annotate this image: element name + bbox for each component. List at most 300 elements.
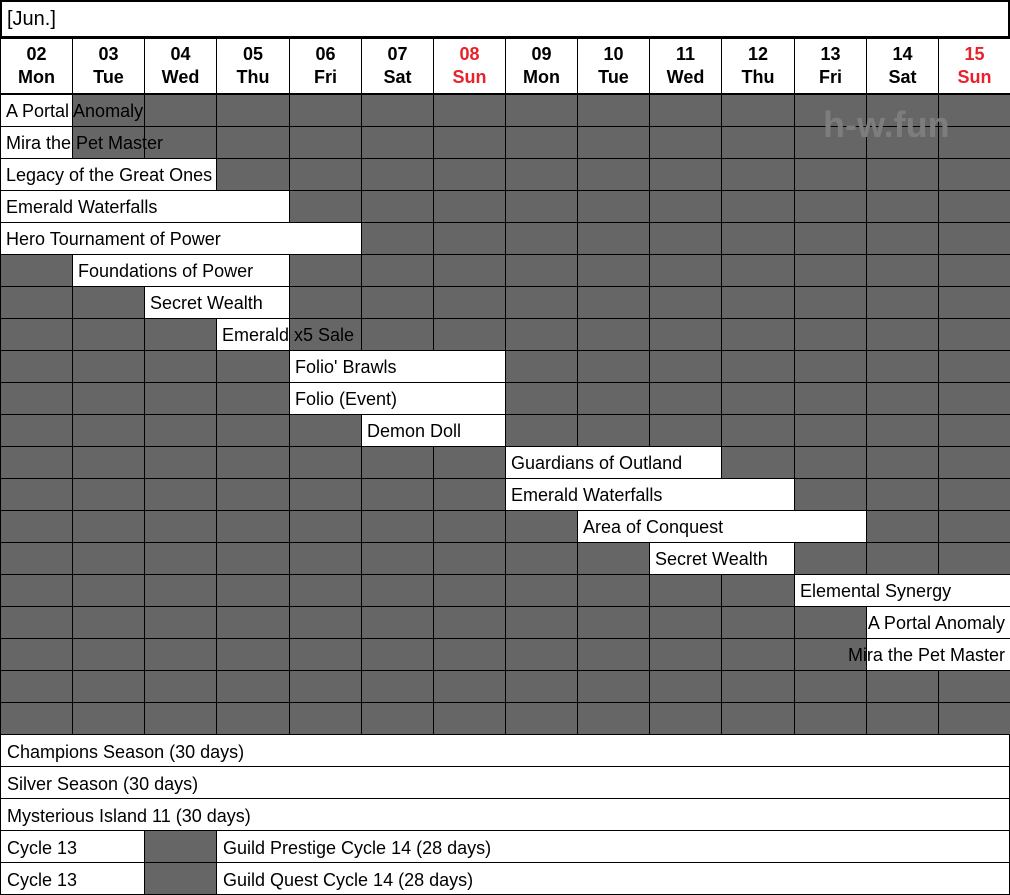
grid-cell [649,254,722,287]
grid-cell [577,382,650,415]
grid-cell [866,478,939,511]
day-header-08 [433,38,506,94]
grid-cell [0,286,73,319]
grid-cell [144,510,217,543]
day-weekday: Tue [598,67,629,87]
grid-cell [0,318,73,351]
grid-cell [144,446,217,479]
grid-cell [721,638,795,671]
grid-cell [866,446,939,479]
grid-cell [289,158,362,191]
grid-cell [216,510,290,543]
grid-cell [721,574,795,607]
grid-cell [505,222,578,255]
day-number: 05 [242,44,264,64]
grid-cell [866,254,939,287]
day-weekday: Sun [452,67,487,87]
grid-cell [289,414,362,447]
grid-cell [721,190,795,223]
grid-cell [144,414,217,447]
season-row [0,734,1010,767]
grid-cell [289,510,362,543]
grid-cell [649,222,722,255]
grid-cell [505,286,578,319]
grid-cell [289,286,362,319]
day-header-14 [866,38,939,94]
grid-cell [289,638,362,671]
grid-cell [72,286,145,319]
grid-cell [721,670,795,703]
event-label: Emerald Waterfalls [511,485,663,505]
grid-cell [649,670,722,703]
grid-cell [216,574,290,607]
grid-cell [361,126,434,159]
grid-cell [649,638,722,671]
day-number: 04 [170,44,191,64]
grid-cell [72,542,145,575]
season-label: Mysterious Island 11 (30 days) [7,806,251,826]
grid-cell [794,478,867,511]
grid-cell [577,702,650,735]
season-label: Champions Season (30 days) [7,742,245,762]
month-label: [Jun.] [7,7,56,30]
grid-cell [577,222,650,255]
grid-cell [794,382,867,415]
grid-cell [938,286,1010,319]
event-label: Legacy of the Great Ones [6,165,213,185]
grid-cell [577,158,650,191]
event-label: Foundations of Power [78,261,254,281]
event-label: Emerald Waterfalls [6,197,158,217]
grid-cell [649,318,722,351]
grid-cell [649,574,722,607]
grid-cell [361,542,434,575]
event-label: A Portal Anomaly [6,101,144,121]
grid-cell [433,446,506,479]
grid-cell [794,254,867,287]
grid-cell [794,446,867,479]
grid-cell [216,638,290,671]
grid-cell [72,670,145,703]
grid-cell [0,478,73,511]
event-label: Hero Tournament of Power [6,229,221,249]
grid-cell [505,126,578,159]
grid-cell [361,286,434,319]
cycle-left-cell [0,830,145,863]
grid-cell [216,158,290,191]
grid-cell [72,382,145,415]
grid-cell [721,350,795,383]
day-header-09 [505,38,578,94]
grid-cell [721,126,795,159]
cycle-right-cell [216,862,1010,895]
grid-cell [577,638,650,671]
season-row [0,798,1010,831]
grid-cell [721,158,795,191]
day-header-10 [577,38,650,94]
grid-cell [794,606,867,639]
grid-cell [505,574,578,607]
grid-cell [72,702,145,735]
grid-cell [433,126,506,159]
day-weekday: Thu [236,67,270,87]
grid-cell [649,606,722,639]
grid-cell [433,638,506,671]
grid-cell [505,606,578,639]
grid-cell [649,414,722,447]
grid-cell [794,702,867,735]
grid-cell [72,574,145,607]
grid-cell [144,542,217,575]
event-label: Demon Doll [367,421,462,441]
grid-cell [289,702,362,735]
grid-cell [289,190,362,223]
day-number: 12 [747,44,769,64]
grid-cell [433,286,506,319]
grid-cell [433,318,506,351]
grid-cell [361,254,434,287]
grid-cell [361,606,434,639]
grid-cell [433,254,506,287]
grid-cell [433,542,506,575]
grid-cell [721,382,795,415]
grid-cell [361,670,434,703]
grid-cell [938,318,1010,351]
day-header-11 [649,38,722,94]
day-number: 06 [315,44,336,64]
grid-cell [721,606,795,639]
grid-cell [866,542,939,575]
grid-cell [433,702,506,735]
day-weekday: Fri [313,67,337,87]
grid-cell [433,574,506,607]
day-header-13 [794,38,867,94]
day-weekday: Thu [741,67,775,87]
grid-cell [866,190,939,223]
grid-cell [794,542,867,575]
grid-cell [938,510,1010,543]
day-weekday: Sat [888,67,917,87]
grid-cell [144,638,217,671]
grid-cell [72,350,145,383]
grid-cell [505,702,578,735]
event-label: Mira the Pet Master [847,645,1005,665]
grid-cell [721,222,795,255]
grid-cell [577,414,650,447]
grid-cell [361,574,434,607]
grid-cell [361,510,434,543]
day-header-06 [289,38,362,94]
grid-cell [649,94,722,127]
cycle-right-cell [216,830,1010,863]
grid-cell [72,318,145,351]
grid-cell [0,446,73,479]
event-label: Secret Wealth [655,549,768,569]
grid-cell [649,190,722,223]
day-weekday: Tue [93,67,124,87]
season-row [0,766,1010,799]
day-number: 02 [26,44,47,64]
day-number: 03 [98,44,119,64]
grid-cell [577,574,650,607]
grid-cell [577,350,650,383]
grid-cell [866,382,939,415]
day-number: 11 [675,44,696,64]
grid-cell [649,350,722,383]
event-label: Folio (Event) [295,389,398,409]
grid-cell [361,318,434,351]
cycle-right-label: Guild Prestige Cycle 14 (28 days) [223,838,492,858]
day-number: 07 [387,44,408,64]
event-label: Elemental Synergy [800,581,952,601]
grid-cell [505,542,578,575]
grid-cell [72,446,145,479]
day-number: 08 [459,44,480,64]
grid-cell [216,606,290,639]
grid-cell [144,94,217,127]
grid-cell [0,254,73,287]
day-number: 13 [820,44,841,64]
grid-cell [649,126,722,159]
grid-cell [577,542,650,575]
grid-cell [289,94,362,127]
grid-cell [216,670,290,703]
grid-cell [649,286,722,319]
grid-cell [649,382,722,415]
grid-cell [938,158,1010,191]
grid-cell [289,670,362,703]
grid-cell [577,670,650,703]
day-number: 14 [892,44,913,64]
grid-cell [0,670,73,703]
grid-cell [216,446,290,479]
grid-cell [505,510,578,543]
grid-cell [361,222,434,255]
day-weekday: Fri [818,67,842,87]
grid-cell [721,94,795,127]
grid-cell [866,286,939,319]
event-label: Guardians of Outland [511,453,683,473]
grid-cell [866,414,939,447]
grid-cell [577,190,650,223]
grid-cell [144,382,217,415]
day-number: 10 [603,44,624,64]
grid-cell [505,318,578,351]
grid-cell [866,158,939,191]
grid-cell [216,542,290,575]
grid-cell [361,478,434,511]
grid-cell [0,574,73,607]
grid-cell [794,350,867,383]
grid-cell [577,318,650,351]
day-header-12 [721,38,795,94]
grid-cell [938,478,1010,511]
grid-cell [938,190,1010,223]
grid-cell [433,94,506,127]
event-label: Mira the Pet Master [6,133,164,153]
grid-cell [72,638,145,671]
grid-cell [216,382,290,415]
grid-cell [866,670,939,703]
grid-cell [577,606,650,639]
grid-cell [505,638,578,671]
day-weekday: Sat [383,67,412,87]
grid-cell [144,670,217,703]
day-header-15 [938,38,1010,94]
grid-cell [289,478,362,511]
cycle-gap-cell [144,862,217,895]
grid-cell [433,158,506,191]
day-weekday: Wed [666,67,705,87]
grid-cell [144,350,217,383]
grid-cell [794,222,867,255]
grid-cell [72,478,145,511]
grid-cell [721,702,795,735]
grid-cell [866,350,939,383]
grid-cell [794,318,867,351]
grid-cell [505,254,578,287]
grid-cell [721,446,795,479]
grid-cell [361,94,434,127]
grid-cell [144,574,217,607]
grid-cell [721,254,795,287]
grid-cell [938,542,1010,575]
grid-cell [289,574,362,607]
grid-cell [72,414,145,447]
grid-cell [938,702,1010,735]
grid-cell [289,542,362,575]
grid-cell [505,382,578,415]
grid-cell [433,478,506,511]
grid-cell [505,414,578,447]
grid-cell [216,94,290,127]
grid-cell [289,606,362,639]
grid-cell [866,510,939,543]
day-weekday: Mon [523,67,560,87]
grid-cell [361,702,434,735]
grid-cell [0,702,73,735]
grid-cell [433,222,506,255]
grid-cell [144,478,217,511]
grid-cell [866,318,939,351]
grid-cell [216,702,290,735]
event-label: Emerald x5 Sale [222,325,355,345]
grid-cell [0,638,73,671]
grid-cell [649,158,722,191]
grid-cell [577,126,650,159]
grid-cell [289,126,362,159]
grid-cell [721,318,795,351]
day-header-05 [216,38,290,94]
month-title [0,0,1010,38]
grid-cell [144,606,217,639]
grid-cell [433,190,506,223]
grid-cell [866,222,939,255]
grid-cell [0,382,73,415]
grid-cell [938,446,1010,479]
cycle-left-label: Cycle 13 [7,838,78,858]
grid-cell [505,350,578,383]
grid-cell [721,414,795,447]
grid-cell [361,446,434,479]
grid-cell [505,670,578,703]
event-label: Secret Wealth [150,293,263,313]
day-weekday: Wed [161,67,200,87]
grid-cell [144,318,217,351]
day-header-04 [144,38,217,94]
day-weekday: Sun [957,67,992,87]
grid-cell [216,126,290,159]
cycle-right-label: Guild Quest Cycle 14 (28 days) [223,870,474,890]
grid-cell [289,254,362,287]
grid-cell [144,702,217,735]
day-number: 09 [531,44,552,64]
grid-cell [794,286,867,319]
grid-cell [794,414,867,447]
grid-cell [433,670,506,703]
watermark-text: h-w.fun [823,104,950,145]
grid-cell [433,510,506,543]
grid-cell [216,350,290,383]
grid-cell [216,414,290,447]
grid-cell [0,606,73,639]
day-weekday: Mon [18,67,55,87]
season-label: Silver Season (30 days) [7,774,199,794]
grid-cell [361,190,434,223]
event-label: A Portal Anomaly [867,613,1005,633]
grid-cell [0,414,73,447]
grid-cell [216,478,290,511]
grid-cell [794,670,867,703]
event-label: Folio' Brawls [295,357,397,377]
grid-cell [577,254,650,287]
grid-cell [72,510,145,543]
grid-cell [938,382,1010,415]
event-label: Area of Conquest [583,517,724,537]
grid-cell [794,190,867,223]
grid-cell [938,350,1010,383]
grid-cell [0,350,73,383]
cycle-left-label: Cycle 13 [7,870,78,890]
grid-cell [433,606,506,639]
grid-cell [938,670,1010,703]
day-header-07 [361,38,434,94]
grid-cell [505,190,578,223]
grid-cell [0,510,73,543]
grid-cell [361,158,434,191]
grid-cell [938,222,1010,255]
grid-cell [505,94,578,127]
cycle-left-cell [0,862,145,895]
grid-cell [794,158,867,191]
grid-cell [866,702,939,735]
grid-cell [938,254,1010,287]
grid-cell [72,606,145,639]
day-number: 15 [964,44,985,64]
grid-cell [0,542,73,575]
grid-cell [721,286,795,319]
grid-cell [289,446,362,479]
grid-cell [361,638,434,671]
grid-cell [577,286,650,319]
grid-cell [505,158,578,191]
grid-cell [577,94,650,127]
grid-cell [649,702,722,735]
grid-cell [938,414,1010,447]
cycle-gap-cell [144,830,217,863]
day-header-02 [0,38,73,94]
day-header-03 [72,38,145,94]
